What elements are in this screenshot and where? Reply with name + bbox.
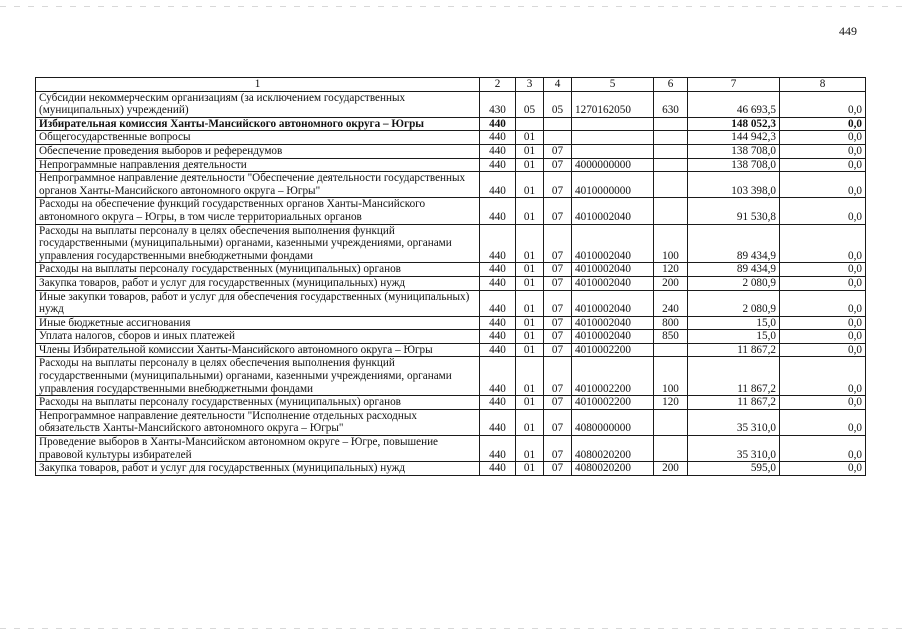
expense-type-cell bbox=[654, 144, 688, 158]
change-cell: 0,0 bbox=[780, 357, 866, 396]
change-cell: 0,0 bbox=[780, 144, 866, 158]
ministry-code-cell: 440 bbox=[480, 172, 516, 198]
expense-type-cell: 120 bbox=[654, 263, 688, 277]
expense-type-cell bbox=[654, 131, 688, 145]
table-row bbox=[36, 436, 866, 462]
subsection-code-cell: 07 bbox=[544, 158, 572, 172]
ministry-code-cell: 440 bbox=[480, 198, 516, 224]
change-cell: 0,0 bbox=[780, 263, 866, 277]
table-row bbox=[36, 462, 866, 476]
table-row bbox=[36, 131, 866, 145]
expense-type-cell: 100 bbox=[654, 224, 688, 263]
row-name-cell: Обеспечение проведения выборов и референдумов bbox=[36, 144, 480, 158]
section-code-cell: 05 bbox=[516, 91, 544, 117]
row-name-cell: Расходы на выплаты персоналу в целях обеспечения выполнения функций государственными (муниципальными) органами, казенными учреждениями, органами управления государственными внебюджетными фондами bbox=[36, 224, 480, 263]
expense-type-cell bbox=[654, 158, 688, 172]
ministry-code-cell: 430 bbox=[480, 91, 516, 117]
amount-cell: 89 434,9 bbox=[688, 263, 780, 277]
column-number-row bbox=[36, 78, 866, 92]
expense-type-cell: 200 bbox=[654, 462, 688, 476]
ministry-code-cell: 440 bbox=[480, 316, 516, 330]
subsection-code-cell: 07 bbox=[544, 316, 572, 330]
subsection-code-cell: 07 bbox=[544, 224, 572, 263]
section-code-cell: 01 bbox=[516, 290, 544, 316]
row-name-cell: Иные бюджетные ассигнования bbox=[36, 316, 480, 330]
change-cell: 0,0 bbox=[780, 117, 866, 131]
expense-type-cell bbox=[654, 343, 688, 357]
row-name-cell: Расходы на обеспечение функций государственных органов Ханты-Мансийского автономного округа – Югры, в том числе территориальных органов bbox=[36, 198, 480, 224]
subsection-code-cell: 07 bbox=[544, 357, 572, 396]
change-cell: 0,0 bbox=[780, 290, 866, 316]
subsection-code-cell: 07 bbox=[544, 343, 572, 357]
section-code-cell: 01 bbox=[516, 158, 544, 172]
row-name-cell: Расходы на выплаты персоналу государственных (муниципальных) органов bbox=[36, 396, 480, 410]
ministry-code-cell: 440 bbox=[480, 343, 516, 357]
target-item-cell: 4010000000 bbox=[572, 172, 654, 198]
subsection-code-cell: 07 bbox=[544, 290, 572, 316]
amount-cell: 103 398,0 bbox=[688, 172, 780, 198]
section-code-cell: 01 bbox=[516, 198, 544, 224]
table-row bbox=[36, 343, 866, 357]
change-cell: 0,0 bbox=[780, 436, 866, 462]
column-header: 5 bbox=[572, 78, 654, 92]
section-code-cell: 01 bbox=[516, 276, 544, 290]
row-name-cell: Общегосударственные вопросы bbox=[36, 131, 480, 145]
ministry-code-cell: 440 bbox=[480, 357, 516, 396]
ministry-code-cell: 440 bbox=[480, 117, 516, 131]
target-item-cell: 4000000000 bbox=[572, 158, 654, 172]
change-cell: 0,0 bbox=[780, 198, 866, 224]
expense-type-cell bbox=[654, 117, 688, 131]
ministry-code-cell: 440 bbox=[480, 158, 516, 172]
table-row bbox=[36, 224, 866, 263]
subsection-code-cell: 07 bbox=[544, 396, 572, 410]
table-row bbox=[36, 276, 866, 290]
row-name-cell: Члены Избирательной комиссии Ханты-Мансийского автономного округа – Югры bbox=[36, 343, 480, 357]
row-name-cell: Закупка товаров, работ и услуг для государственных (муниципальных) нужд bbox=[36, 462, 480, 476]
subsection-code-cell: 07 bbox=[544, 276, 572, 290]
table-row bbox=[36, 330, 866, 344]
table-row bbox=[36, 158, 866, 172]
amount-cell: 138 708,0 bbox=[688, 144, 780, 158]
amount-cell: 46 693,5 bbox=[688, 91, 780, 117]
ministry-code-cell: 440 bbox=[480, 276, 516, 290]
subsection-code-cell: 07 bbox=[544, 172, 572, 198]
change-cell: 0,0 bbox=[780, 131, 866, 145]
subsection-code-cell: 07 bbox=[544, 462, 572, 476]
row-name-cell: Иные закупки товаров, работ и услуг для обеспечения государственных (муниципальных) нужд bbox=[36, 290, 480, 316]
column-header: 8 bbox=[780, 78, 866, 92]
target-item-cell: 4010002040 bbox=[572, 290, 654, 316]
section-code-cell: 01 bbox=[516, 330, 544, 344]
change-cell: 0,0 bbox=[780, 396, 866, 410]
section-code-cell: 01 bbox=[516, 144, 544, 158]
ministry-code-cell: 440 bbox=[480, 436, 516, 462]
table-body bbox=[36, 91, 866, 475]
column-header: 1 bbox=[36, 78, 480, 92]
row-name-cell: Субсидии некоммерческим организациям (за исключением государственных (муниципальных) учреждений) bbox=[36, 91, 480, 117]
table-row bbox=[36, 290, 866, 316]
expense-type-cell: 100 bbox=[654, 357, 688, 396]
change-cell: 0,0 bbox=[780, 158, 866, 172]
expense-type-cell: 800 bbox=[654, 316, 688, 330]
expense-type-cell bbox=[654, 198, 688, 224]
section-code-cell: 01 bbox=[516, 396, 544, 410]
expense-type-cell: 240 bbox=[654, 290, 688, 316]
ministry-code-cell: 440 bbox=[480, 396, 516, 410]
row-name-cell: Избирательная комиссия Ханты-Мансийского автономного округа – Югры bbox=[36, 117, 480, 131]
table-row bbox=[36, 91, 866, 117]
target-item-cell: 4010002040 bbox=[572, 276, 654, 290]
table-row bbox=[36, 316, 866, 330]
amount-cell: 11 867,2 bbox=[688, 396, 780, 410]
column-header: 6 bbox=[654, 78, 688, 92]
expense-type-cell: 200 bbox=[654, 276, 688, 290]
table-row bbox=[36, 357, 866, 396]
expense-type-cell bbox=[654, 409, 688, 435]
change-cell: 0,0 bbox=[780, 462, 866, 476]
section-code-cell: 01 bbox=[516, 357, 544, 396]
target-item-cell: 4080020200 bbox=[572, 462, 654, 476]
section-code-cell: 01 bbox=[516, 263, 544, 277]
change-cell: 0,0 bbox=[780, 409, 866, 435]
expense-type-cell: 120 bbox=[654, 396, 688, 410]
amount-cell: 91 530,8 bbox=[688, 198, 780, 224]
target-item-cell: 4080020200 bbox=[572, 436, 654, 462]
table-row bbox=[36, 198, 866, 224]
ministry-code-cell: 440 bbox=[480, 224, 516, 263]
target-item-cell bbox=[572, 144, 654, 158]
section-code-cell: 01 bbox=[516, 343, 544, 357]
table-row bbox=[36, 263, 866, 277]
target-item-cell: 4010002040 bbox=[572, 316, 654, 330]
expense-type-cell bbox=[654, 172, 688, 198]
target-item-cell: 4010002040 bbox=[572, 224, 654, 263]
amount-cell: 2 080,9 bbox=[688, 290, 780, 316]
section-code-cell bbox=[516, 117, 544, 131]
table-row bbox=[36, 409, 866, 435]
section-code-cell: 01 bbox=[516, 224, 544, 263]
column-header: 7 bbox=[688, 78, 780, 92]
amount-cell: 595,0 bbox=[688, 462, 780, 476]
subsection-code-cell: 07 bbox=[544, 263, 572, 277]
amount-cell: 15,0 bbox=[688, 316, 780, 330]
table-row bbox=[36, 396, 866, 410]
ministry-code-cell: 440 bbox=[480, 131, 516, 145]
table-row bbox=[36, 144, 866, 158]
change-cell: 0,0 bbox=[780, 330, 866, 344]
amount-cell: 138 708,0 bbox=[688, 158, 780, 172]
section-code-cell: 01 bbox=[516, 172, 544, 198]
amount-cell: 89 434,9 bbox=[688, 224, 780, 263]
amount-cell: 11 867,2 bbox=[688, 343, 780, 357]
subsection-code-cell: 07 bbox=[544, 330, 572, 344]
subsection-code-cell: 07 bbox=[544, 198, 572, 224]
row-name-cell: Непрограммные направления деятельности bbox=[36, 158, 480, 172]
target-item-cell: 4010002040 bbox=[572, 198, 654, 224]
subsection-code-cell: 07 bbox=[544, 144, 572, 158]
change-cell: 0,0 bbox=[780, 91, 866, 117]
change-cell: 0,0 bbox=[780, 316, 866, 330]
change-cell: 0,0 bbox=[780, 276, 866, 290]
column-header: 4 bbox=[544, 78, 572, 92]
section-code-cell: 01 bbox=[516, 436, 544, 462]
amount-cell: 148 052,3 bbox=[688, 117, 780, 131]
target-item-cell: 4010002200 bbox=[572, 357, 654, 396]
target-item-cell: 4010002200 bbox=[572, 396, 654, 410]
target-item-cell: 4010002200 bbox=[572, 343, 654, 357]
section-code-cell: 01 bbox=[516, 316, 544, 330]
target-item-cell bbox=[572, 131, 654, 145]
change-cell: 0,0 bbox=[780, 172, 866, 198]
column-header: 2 bbox=[480, 78, 516, 92]
budget-table bbox=[35, 77, 866, 476]
change-cell: 0,0 bbox=[780, 224, 866, 263]
subsection-code-cell bbox=[544, 131, 572, 145]
scan-artifact-bottom bbox=[0, 628, 905, 629]
change-cell: 0,0 bbox=[780, 343, 866, 357]
row-name-cell: Проведение выборов в Ханты-Мансийском автономном округе – Югре, повышение правовой культуры избирателей bbox=[36, 436, 480, 462]
amount-cell: 35 310,0 bbox=[688, 409, 780, 435]
scan-artifact-top bbox=[0, 6, 905, 7]
ministry-code-cell: 440 bbox=[480, 144, 516, 158]
row-name-cell: Расходы на выплаты персоналу государственных (муниципальных) органов bbox=[36, 263, 480, 277]
table-row bbox=[36, 117, 866, 131]
amount-cell: 144 942,3 bbox=[688, 131, 780, 145]
column-header: 3 bbox=[516, 78, 544, 92]
target-item-cell bbox=[572, 117, 654, 131]
row-name-cell: Непрограммное направление деятельности "Исполнение отдельных расходных обязательств Ханты-Мансийского автономного округа – Югры" bbox=[36, 409, 480, 435]
row-name-cell: Расходы на выплаты персоналу в целях обеспечения выполнения функций государственными (муниципальными) органами, казенными учреждениями, органами управления государственными внебюджетными фондами bbox=[36, 357, 480, 396]
row-name-cell: Уплата налогов, сборов и иных платежей bbox=[36, 330, 480, 344]
target-item-cell: 1270162050 bbox=[572, 91, 654, 117]
amount-cell: 11 867,2 bbox=[688, 357, 780, 396]
row-name-cell: Непрограммное направление деятельности "Обеспечение деятельности государственных органов Ханты-Мансийского автономного округа – Югры" bbox=[36, 172, 480, 198]
ministry-code-cell: 440 bbox=[480, 409, 516, 435]
ministry-code-cell: 440 bbox=[480, 290, 516, 316]
table-row bbox=[36, 172, 866, 198]
row-name-cell: Закупка товаров, работ и услуг для государственных (муниципальных) нужд bbox=[36, 276, 480, 290]
expense-type-cell: 630 bbox=[654, 91, 688, 117]
amount-cell: 15,0 bbox=[688, 330, 780, 344]
subsection-code-cell bbox=[544, 117, 572, 131]
subsection-code-cell: 07 bbox=[544, 436, 572, 462]
subsection-code-cell: 07 bbox=[544, 409, 572, 435]
expense-type-cell: 850 bbox=[654, 330, 688, 344]
ministry-code-cell: 440 bbox=[480, 330, 516, 344]
subsection-code-cell: 05 bbox=[544, 91, 572, 117]
section-code-cell: 01 bbox=[516, 409, 544, 435]
amount-cell: 35 310,0 bbox=[688, 436, 780, 462]
target-item-cell: 4010002040 bbox=[572, 263, 654, 277]
section-code-cell: 01 bbox=[516, 462, 544, 476]
page-number: 449 bbox=[839, 24, 857, 38]
amount-cell: 2 080,9 bbox=[688, 276, 780, 290]
target-item-cell: 4010002040 bbox=[572, 330, 654, 344]
section-code-cell: 01 bbox=[516, 131, 544, 145]
expense-type-cell bbox=[654, 436, 688, 462]
ministry-code-cell: 440 bbox=[480, 462, 516, 476]
target-item-cell: 4080000000 bbox=[572, 409, 654, 435]
ministry-code-cell: 440 bbox=[480, 263, 516, 277]
